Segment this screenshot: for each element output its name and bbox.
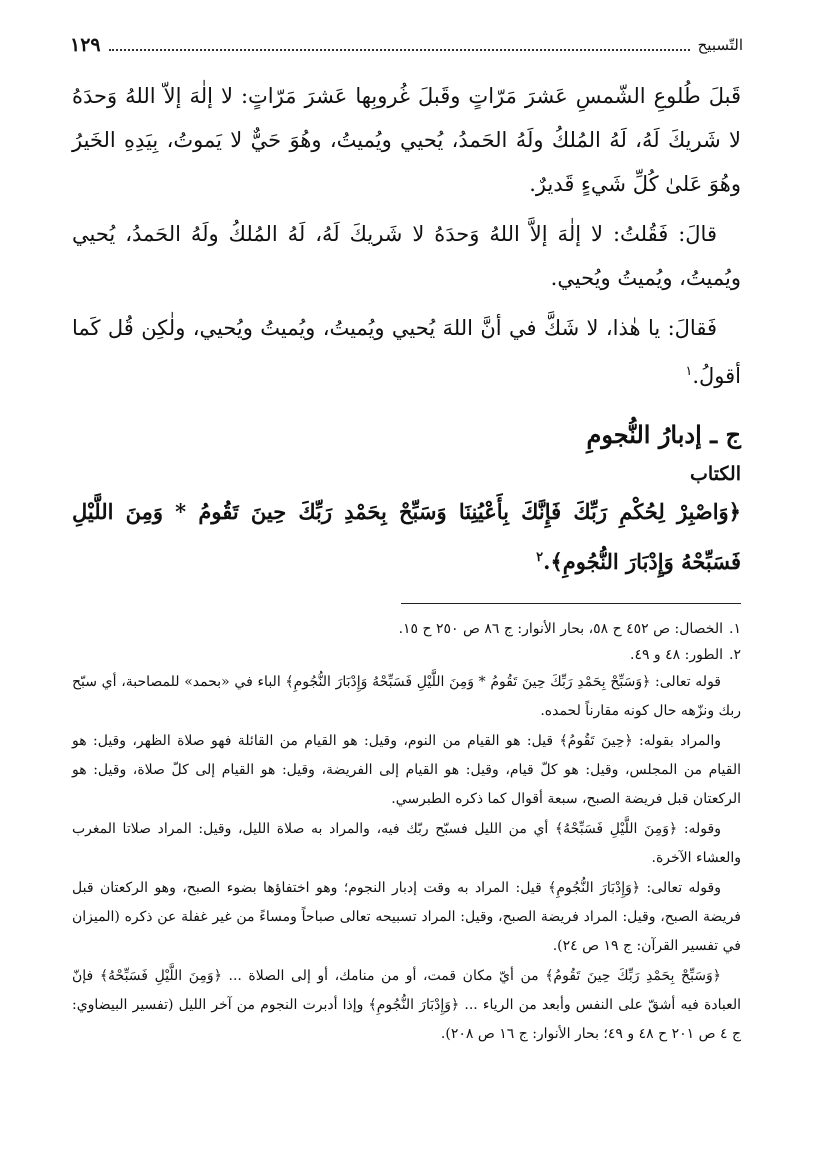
footnote-1-number: ١.: [729, 621, 741, 637]
section-title: ج ـ إدبارُ النُّجومِ: [586, 420, 741, 449]
note-paragraph: قوله تعالى: ﴿وَسَبِّحْ بِحَمْدِ رَبِّكَ حِينَ تَقُومُ * وَمِنَ اللَّيْلِ فَسَبِّحْهُ وَإِدْبَارَ النُّجُومِ﴾ الباء في «بحمد» للمصاحبة، أي سبّح ربك ونزّهه حال كونه مقارناً لحمده.: [72, 674, 741, 719]
quran-verse-text: ﴿وَاصْبِرْ لِحُكْمِ رَبِّكَ فَإِنَّكَ بِأَعْيُنِنَا وَسَبِّحْ بِحَمْدِ رَبِّكَ حِينَ تَقُومُ * وَمِنَ اللَّيْلِ فَسَبِّحْهُ وَإِدْبَارَ النُّجُومِ﴾.: [72, 499, 741, 574]
note-paragraph: ﴿وَسَبِّحْ بِحَمْدِ رَبِّكَ حِينَ تَقُومُ﴾ من أيّ مكان قمت، أو من منامك، أو إلى الصلاة ... ﴿وَمِنَ اللَّيْلِ فَسَبِّحْهُ﴾ فإنّ العبادة فيه أشقّ على النفس وأبعد من الرياء ... ﴿وَإِدْبَارَ النُّجُومِ﴾ وإذا أدبرت النجوم من آخر الليل (تفسير البيضاوي: ج ٤ ص ٢٠١ ح ٤٨ و ٤٩؛ بحار الأنوار: ج ١٦ ص ٢٠٨).: [72, 968, 741, 1042]
page-body: [72, 74, 741, 1050]
footnote-2-number: ٢.: [729, 647, 741, 663]
footnote-1-text: الخصال: ص ٤٥٢ ح ٥٨، بحار الأنوار: ج ٨٦ ص ٢٥٠ ح ١٥.: [398, 621, 724, 637]
footnote-2-text: الطور: ٤٨ و ٤٩.: [629, 647, 724, 663]
page-number: ١٢٩: [70, 34, 101, 56]
quran-verse: [72, 489, 741, 585]
book-label: الكتاب: [690, 463, 741, 485]
footnote-divider: [401, 603, 741, 604]
paragraph-3-text: فَقالَ: يا هٰذا، لا شَكَّ في أنَّ اللهَ يُحيي ويُميتُ، ويُميتُ ويُحيي، ولٰكِن قُل كَما أقولُ.: [72, 316, 741, 388]
page-header: [70, 30, 743, 60]
chapter-title: التّسبيح: [697, 36, 743, 54]
paragraph-3: [72, 306, 741, 398]
paragraph-2: قالَ: فَقُلتُ: لا إلٰهَ إلاَّ اللهُ وَحدَهُ لا شَريكَ لَهُ، لَهُ المُلكُ ولَهُ الحَمدُ، يُحيي ويُميتُ، ويُميتُ ويُحيي.: [72, 222, 741, 290]
paragraph-1: قَبلَ طُلوعِ الشّمسِ عَشرَ مَرّاتٍ وقَبلَ غُروبِها عَشرَ مَرّاتٍ: لا إلٰهَ إلاّ اللهُ وَحدَهُ لا شَريكَ لَهُ، لَهُ المُلكُ ولَهُ الحَمدُ، يُحيي ويُميتُ، وهُوَ حَيٌّ لا يَموتُ، بِيَدِهِ الخَيرُ وهُوَ عَلىٰ كُلِّ شَيءٍ قَديرٌ.: [72, 84, 741, 196]
commentary-notes: [72, 668, 741, 1049]
footnote-2: [72, 642, 741, 668]
header-dotted-leader: [109, 49, 690, 51]
footnote-ref-1: ١: [685, 364, 693, 379]
note-paragraph: وقوله تعالى: ﴿وَإِدْبَارَ النُّجُومِ﴾ قيل: المراد به وقت إدبار النجوم؛ وهو اختفاؤها بضوء الصبح، وهو الركعتان قبل فريضة الصبح، وقيل: المراد فريضة الصبح، وقيل: المراد تسبيحه تعالى صباحاً ومساءً من غير غفلة عن ذكره (الميزان في تفسير القرآن: ج ١٩ ص ٢٤).: [72, 880, 741, 954]
footnote-ref-2: ٢: [536, 550, 544, 565]
footnote-1: [72, 616, 741, 642]
main-text: [72, 74, 741, 398]
note-paragraph: وقوله: ﴿وَمِنَ اللَّيْلِ فَسَبِّحْهُ﴾ أي من الليل فسبّح ربّك فيه، والمراد به صلاة الليل، وقيل: المراد صلاتا المغرب والعشاء الآخرة.: [72, 821, 741, 866]
note-paragraph: والمراد بقوله: ﴿حِينَ تَقُومُ﴾ قيل: هو القيام من النوم، وقيل: هو القيام من القائلة فهو صلاة الظهر، وقيل: هو القيام من المجلس، وقيل: هو كلّ قيام، وقيل: هو القيام إلى الفريضة، وقيل: هو القيام إلى كلّ صلاة، وقيل: هو الركعتان قبل فريضة الصبح، سبعة أقوال كما ذكره الطبرسي.: [72, 733, 741, 807]
